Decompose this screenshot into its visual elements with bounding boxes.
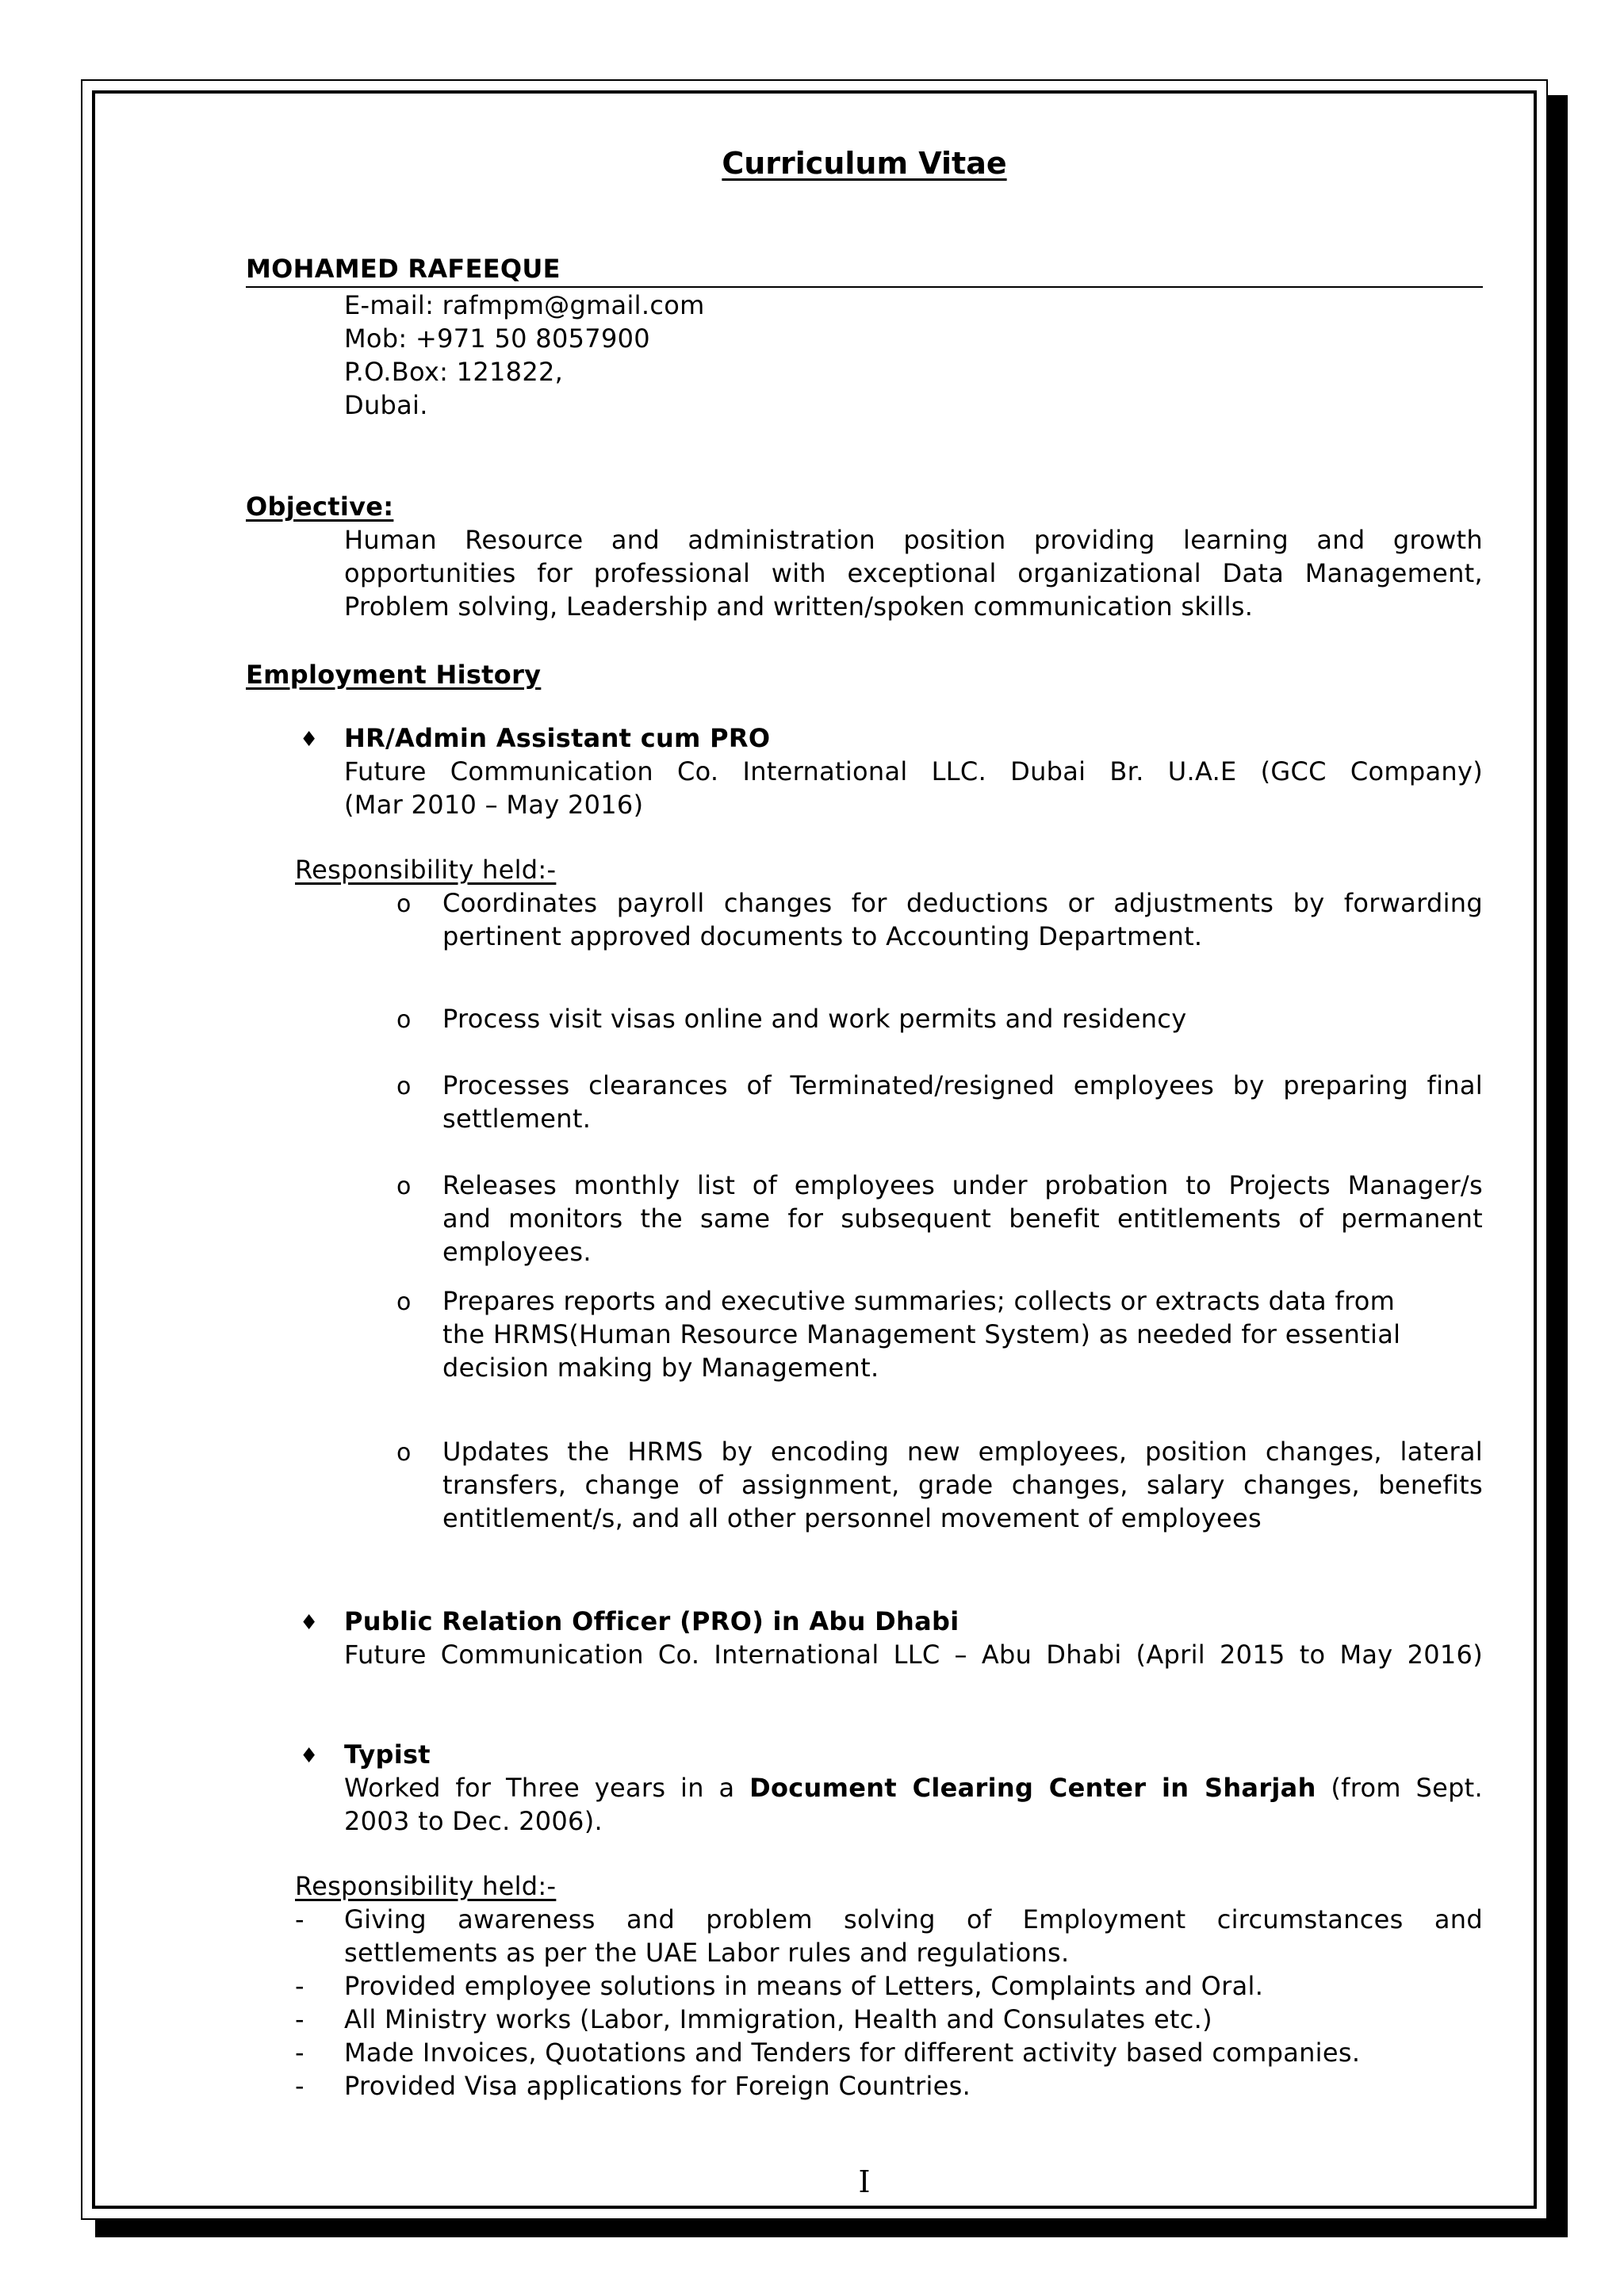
job-description-text: (from Sept. [1316,1773,1484,1803]
diamond-bullet-icon: ♦ [300,728,319,752]
dash-bullet: - [295,2004,304,2034]
list-item [442,1002,1483,1035]
list-item-line: decision making by Management. [442,1353,879,1383]
circle-bullet-icon: o [396,1439,412,1467]
list-item-line: entitlement/s, and all other personnel movement of employees [442,1503,1262,1533]
job-entry-hr-admin [344,721,1483,821]
list-item: All Ministry works (Labor, Immigration, Health and Consulates etc.) [344,2004,1212,2034]
list-item: Provided Visa applications for Foreign Countries. [344,2071,971,2101]
dash-bullet: - [295,2071,304,2101]
page-number: I [858,2164,871,2199]
list-item-line: Processes clearances of Terminated/resigned employees by preparing final [442,1070,1483,1100]
list-item-line: and monitors the same for subsequent benefit entitlements of permanent [442,1203,1483,1234]
job-title: Typist [344,1739,431,1770]
list-item-line: Prepares reports and executive summaries; collects or extracts data from [442,1286,1396,1316]
objective-line: Problem solving, Leadership and written/spoken communication skills. [344,591,1254,622]
job-dates: 2003 to Dec. 2006). [344,1806,603,1836]
objective-body [344,523,1483,623]
objective-heading: Objective: [246,492,394,522]
list-item-line: Giving awareness and problem solving of Employment circumstances and [344,1904,1483,1934]
circle-bullet-icon: o [396,1288,412,1316]
resume-content [246,0,1483,2296]
dash-bullet: - [295,1971,304,2001]
list-item: Made Invoices, Quotations and Tenders for different activity based companies. [344,2038,1361,2068]
list-item [344,1903,1483,1969]
list-item-line: Process visit visas online and work permits and residency [442,1004,1187,1034]
objective-line: Human Resource and administration position providing learning and growth [344,525,1483,555]
list-item-line: pertinent approved documents to Accounting Department. [442,921,1203,951]
list-item: Provided employee solutions in means of Letters, Complaints and Oral. [344,1971,1264,2001]
list-item [442,1435,1483,1535]
contact-city: Dubai. [344,390,428,420]
responsibility-label: Responsibility held:- [295,855,557,885]
job-entry-typist [344,1738,1483,1838]
list-item-line: Coordinates payroll changes for deductions or adjustments by forwarding [442,888,1483,918]
list-item-line: settlements as per the UAE Labor rules and regulations. [344,1938,1070,1968]
diamond-bullet-icon: ♦ [300,1611,319,1635]
dash-bullet: - [295,1904,304,1934]
circle-bullet-icon: o [396,1006,412,1034]
list-item [442,1169,1483,1269]
job-company: Future Communication Co. International LLC. Dubai Br. U.A.E (GCC Company) [344,756,1483,786]
objective-line: opportunities for professional with exceptional organizational Data Management, [344,558,1483,588]
circle-bullet-icon: o [396,1073,412,1100]
employment-heading: Employment History [246,660,542,690]
job-dates: (Mar 2010 – May 2016) [344,790,644,820]
job-company: Future Communication Co. International LLC – Abu Dhabi (April 2015 to May 2016) [344,1640,1483,1670]
list-item-line: employees. [442,1237,592,1267]
list-item-line: transfers, change of assignment, grade changes, salary changes, benefits [442,1470,1483,1500]
document-title: Curriculum Vitae [722,146,1007,181]
contact-email: E-mail: rafmpm@gmail.com [344,290,705,320]
list-item-line: Releases monthly list of employees under probation to Projects Manager/s [442,1170,1483,1200]
contact-mobile: Mob: +971 50 8057900 [344,323,650,354]
job-description-text: Worked for Three years in a [344,1773,750,1803]
job-title: Public Relation Officer (PRO) in Abu Dhabi [344,1606,959,1636]
job-title: HR/Admin Assistant cum PRO [344,723,771,753]
person-name: MOHAMED RAFEEQUE [246,254,561,284]
contact-block [344,289,705,422]
list-item-line: Updates the HRMS by encoding new employees, position changes, lateral [442,1437,1483,1467]
circle-bullet-icon: o [396,890,412,918]
list-item-line: the HRMS(Human Resource Management System) as needed for essential [442,1319,1401,1349]
list-item [442,1284,1483,1384]
job-description [344,1771,1483,1804]
list-item [442,1069,1483,1135]
list-item [442,886,1483,953]
job-description-emphasis: Document Clearing Center in Sharjah [749,1773,1316,1803]
contact-pobox: P.O.Box: 121822, [344,357,564,387]
responsibility-label: Responsibility held:- [295,1871,557,1901]
diamond-bullet-icon: ♦ [300,1744,319,1768]
circle-bullet-icon: o [396,1173,412,1200]
job-entry-pro [344,1605,1483,1671]
name-divider [246,286,1483,288]
list-item-line: settlement. [442,1104,592,1134]
dash-bullet: - [295,2038,304,2068]
